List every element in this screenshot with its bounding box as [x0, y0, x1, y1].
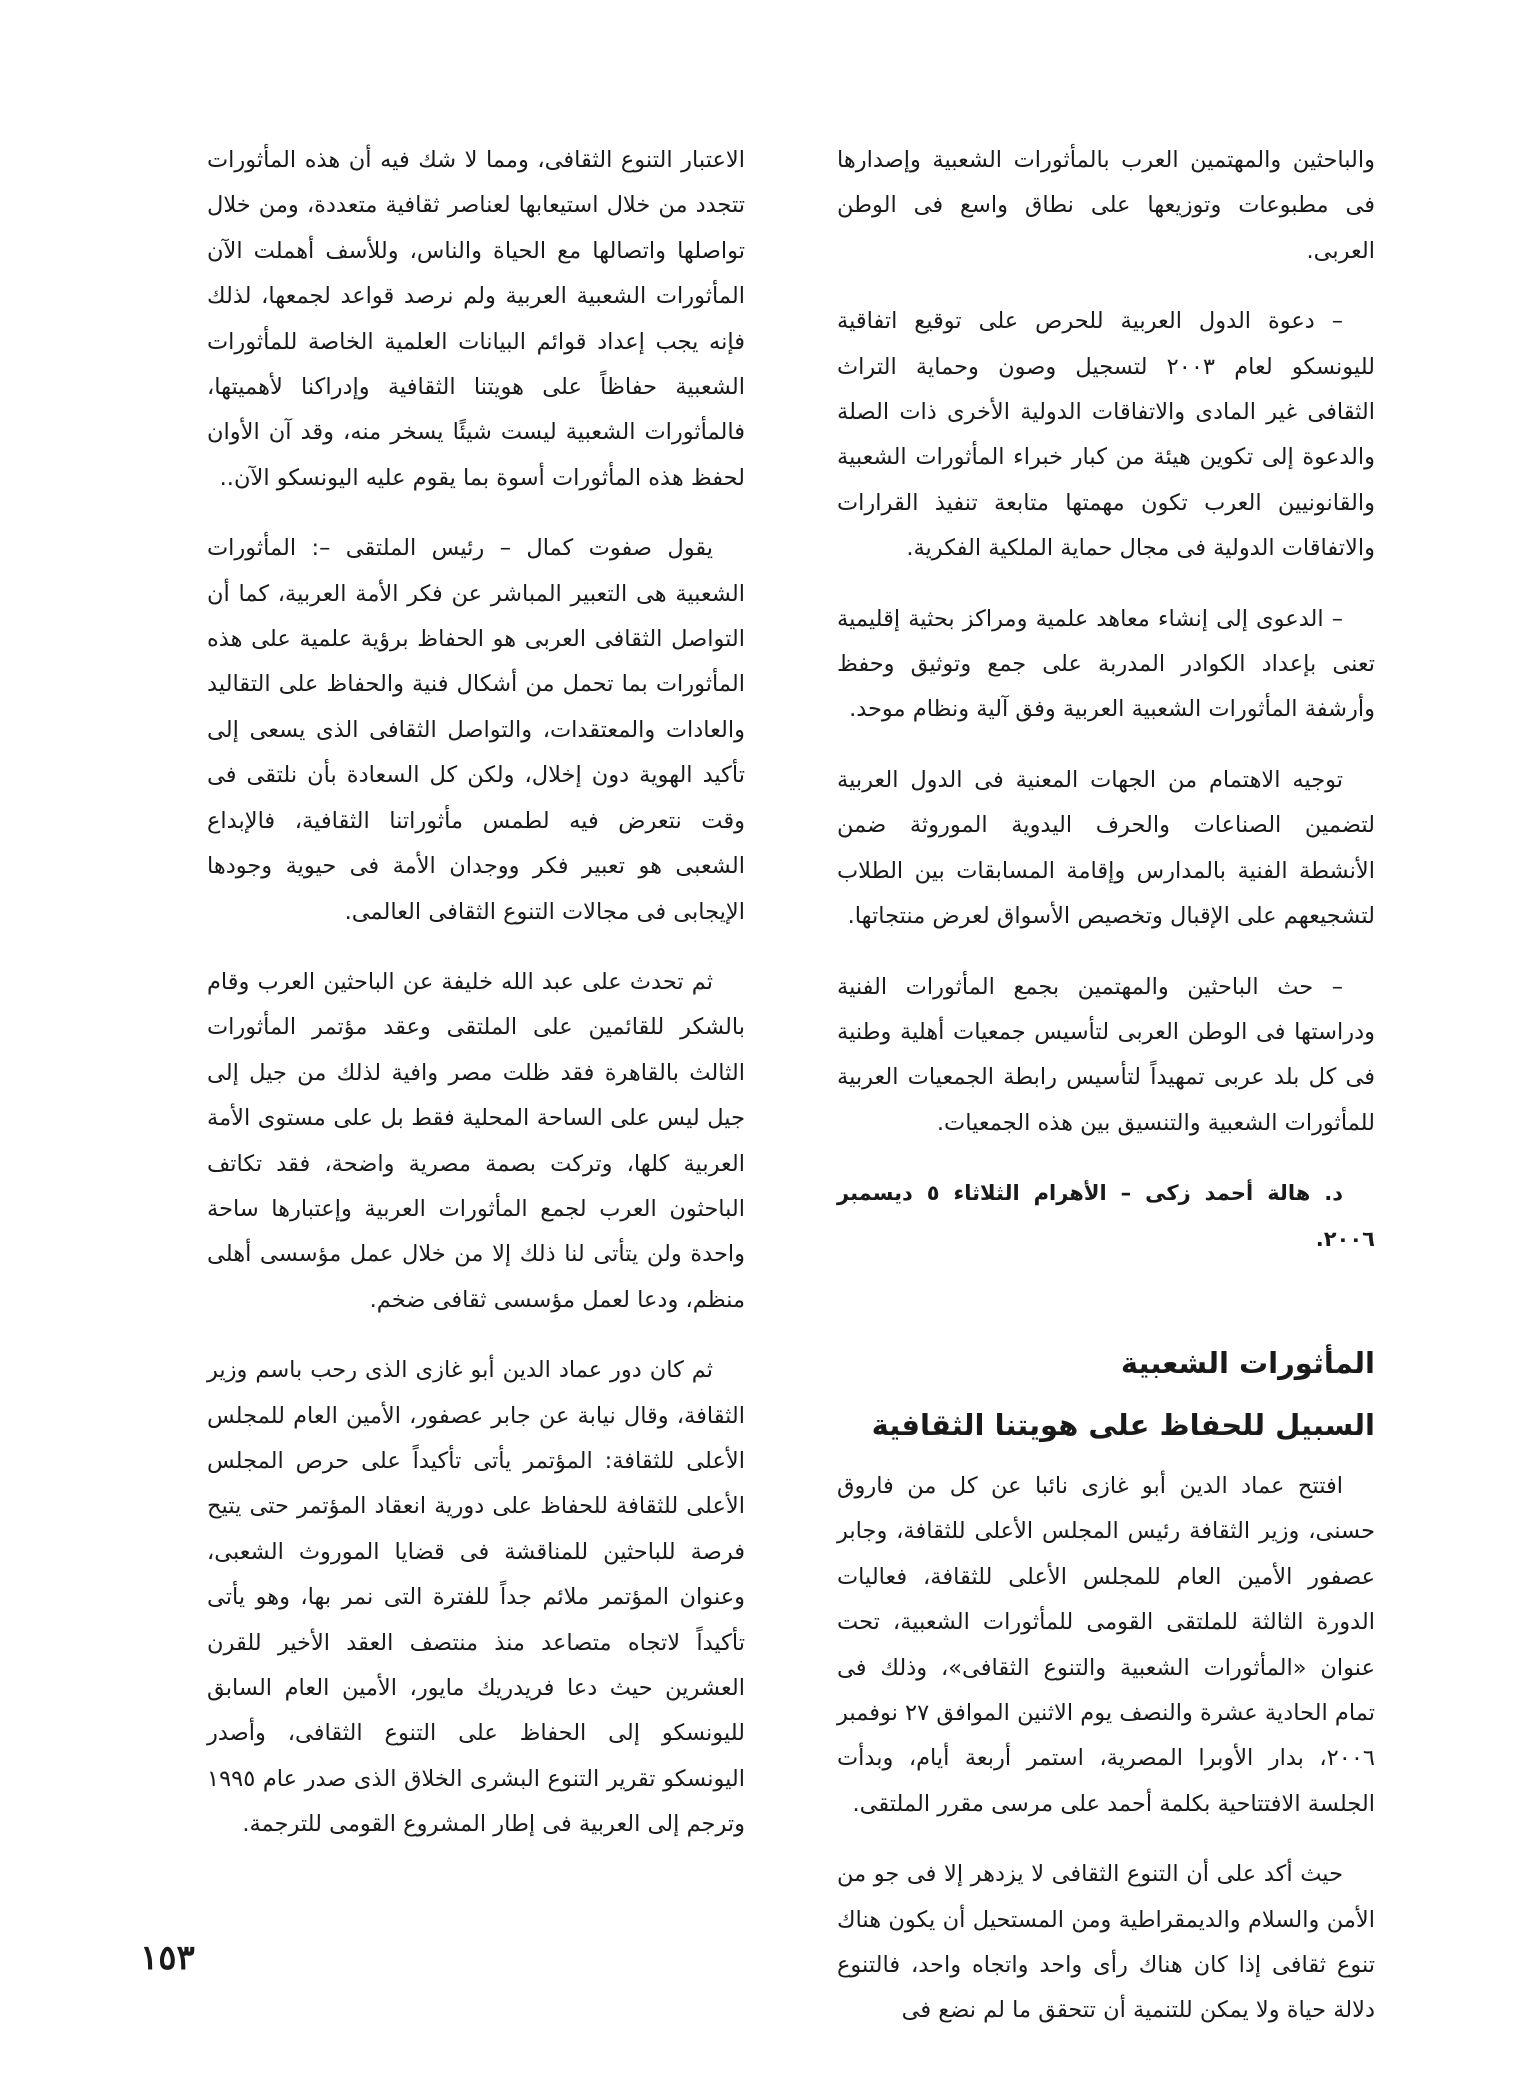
left-column: [207, 138, 745, 1873]
paragraph: توجيه الاهتمام من الجهات المعنية فى الدول العربية لتضمين الصناعات والحرف اليدوية الموروثة ضمن الأنشطة الفنية بالمدارس وإقامة المسابقات بين الطلاب لتشجيعهم على الإقبال وتخصيص الأسواق لعرض منتجاتها.: [837, 766, 1375, 930]
right-column: [837, 138, 1375, 2059]
paragraph: حيث أكد على أن التنوع الثقافى لا يزدهر إلا فى جو من الأمن والسلام والديمقراطية ومن المستحيل أن يكون هناك تنوع ثقافى إذا كان هناك رأى واحد واتجاه واحد، فالتنوع دلالة حياة ولا يمكن للتنمية أن تتحقق ما لم نضع فى: [837, 1861, 1375, 2024]
paragraph: والباحثين والمهتمين العرب بالمأثورات الشعبية وإصدارها فى مطبوعات وتوزيعها على نطاق واسع فى الوطن العربى.: [837, 147, 1375, 264]
article-subtitle: السبيل للحفاظ على هويتنا الثقافية: [871, 1407, 1375, 1442]
paragraph: – دعوة الدول العربية للحرص على توقيع اتفاقية لليونسكو لعام ٢٠٠٣ لتسجيل وصون وحماية التراث الثقافى غير المادى والاتفاقات الدولية الأخرى ذات الصلة والدعوة إلى تكوين هيئة من كبار خبراء المأثورات الشعبية والقانونيين العرب تكون مهمتها متابعة تنفيذ القرارات والاتفاقات الدولية فى مجال حماية الملكية الفكرية.: [837, 308, 1375, 562]
paragraph: ثم تحدث على عبد الله خليفة عن الباحثين العرب وقام بالشكر للقائمين على الملتقى وعقد مؤتمر المأثورات الثالث بالقاهرة فقد ظلت مصر وافية لذلك من جيل إلى جيل ليس على الساحة المحلية فقط بل على مستوى الأمة العربية كلها، وتركت بصمة مصرية واضحة، فقد تكاتف الباحثون العرب لجمع المأثورات العربية وإعتبارها ساحة واحدة ولن يتأتى لنا ذلك إلا من خلال عمل مؤسسى أهلى منظم، ودعا لعمل مؤسسى ثقافى ضخم.: [207, 968, 745, 1313]
paragraph: ثم كان دور عماد الدين أبو غازى الذى رحب باسم وزير الثقافة، وقال نيابة عن جابر عصفور، الأمين العام للمجلس الأعلى للثقافة: المؤتمر يأتى تأكيداً على حرص المجلس الأعلى للثقافة للحفاظ على دورية انعقاد المؤتمر حتى يتيح فرصة للباحثين للمناقشة فى قضايا الموروث الشعبى، وعنوان المؤتمر ملائم جداً للفترة التى نمر بها، وهو يأتى تأكيداً لاتجاه متصاعد منذ منتصف العقد الأخير للقرن العشرين حيث دعا فريدريك مايور، الأمين العام السابق لليونسكو إلى الحفاظ على التنوع الثقافى، وأصدر اليونسكو تقرير التنوع البشرى الخلاق الذى صدر عام ١٩٩٥ وترجم إلى العربية فى إطار المشروع القومى للترجمة.: [207, 1357, 745, 1838]
page-number: ١٥٣: [140, 1938, 195, 1978]
source-citation: د. هالة أحمد زكى – الأهرام الثلاثاء ٥ ديسمبر ٢٠٠٦.: [837, 1181, 1375, 1251]
paragraph: – الدعوى إلى إنشاء معاهد علمية ومراكز بحثية إقليمية تعنى بإعداد الكوادر المدربة على جمع وتوثيق وحفظ وأرشفة المأثورات الشعبية العربية وفق آلية ونظام موحد.: [837, 605, 1375, 723]
paragraph: – حث الباحثين والمهتمين بجمع المأثورات الفنية ودراستها فى الوطن العربى لتأسيس جمعيات أهلية وطنية فى كل بلد عربى تمهيداً لتأسيس رابطة الجمعيات العربية للمأثورات الشعبية والتنسيق بين هذه الجمعيات.: [837, 973, 1375, 1136]
article-title: المأثورات الشعبية: [1120, 1345, 1375, 1380]
paragraph: افتتح عماد الدين أبو غازى نائبا عن كل من فاروق حسنى، وزير الثقافة رئيس المجلس الأعلى للثقافة، وجابر عصفور الأمين العام للمجلس الأعلى للثقافة، فعاليات الدورة الثالثة للملتقى القومى للمأثورات الشعبية، تحت عنوان «المأثورات الشعبية والتنوع الثقافى»، وذلك فى تمام الحادية عشرة والنصف يوم الاثنين الموافق ٢٧ نوفمبر ٢٠٠٦، بدار الأوبرا المصرية، استمر أربعة أيام، وبدأت الجلسة الافتتاحية بكلمة أحمد على مرسى مقرر الملتقى.: [837, 1472, 1375, 1817]
paragraph: الاعتبار التنوع الثقافى، ومما لا شك فيه أن هذه المأثورات تتجدد من خلال استيعابها لعناصر ثقافية متعددة، ومن خلال تواصلها واتصالها مع الحياة والناس، وللأسف أهملت الآن المأثورات الشعبية العربية ولم نرصد قواعد لجمعها، لذلك فإنه يجب إعداد قوائم البيانات العلمية الخاصة للمأثورات الشعبية حفاظاً على هويتنا الثقافية وإدراكنا لأهميتها، فالمأثورات الشعبية ليست شيئًا يسخر منه، وقد آن الأوان لحفظ هذه المأثورات أسوة بما يقوم عليه اليونسكو الآن..: [207, 147, 745, 491]
paragraph: يقول صفوت كمال – رئيس الملتقى –: المأثورات الشعبية هى التعبير المباشر عن فكر الأمة العربية، كما أن التواصل الثقافى العربى هو الحفاظ برؤية علمية على هذه المأثورات بما تحمل من أشكال فنية والحفاظ على التقاليد والعادات والمعتقدات، والتواصل الثقافى الذى يسعى إلى تأكيد الهوية دون إخلال، ولكن كل السعادة بأن نلتقى فى وقت نتعرض فيه لطمس مأثوراتنا الثقافية، فالإبداع الشعبى هو تعبير فكر ووجدان الأمة فى حيوية وجودها الإيجابى فى مجالات التنوع الثقافى العالمى.: [207, 535, 745, 925]
article-heading: [837, 1332, 1375, 1456]
